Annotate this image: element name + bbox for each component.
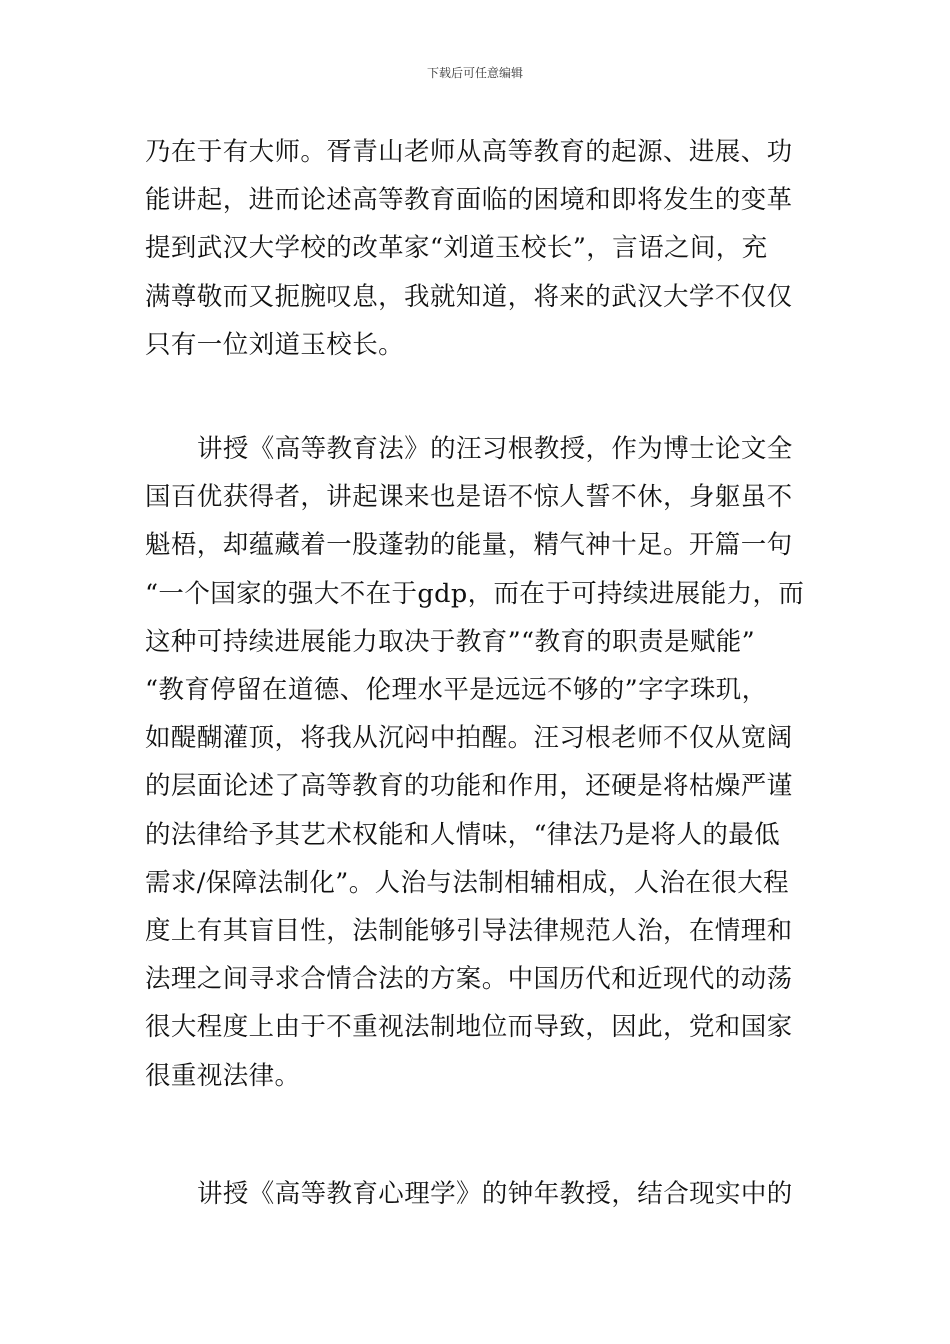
paragraph-3	[145, 1170, 810, 1218]
text-line: 如醍醐灌顶，将我从沉闷中拍醒。汪习根老师不仅从宽阔	[145, 723, 793, 754]
text-line: 法理之间寻求合情合法的方案。中国历代和近现代的动荡	[145, 964, 793, 995]
text-line: 乃在于有大师。胥青山老师从高等教育的起源、进展、功	[145, 137, 793, 167]
paragraph-1	[145, 128, 810, 369]
text-line: 满尊敬而又扼腕叹息，我就知道，将来的武汉大学不仅仅	[145, 281, 793, 312]
text-line: 能讲起，进而论述高等教育面临的困境和即将发生的变革	[145, 185, 793, 216]
text-line: “一个国家的强大不在于gdp，而在于可持续进展能力，而	[145, 578, 805, 609]
text-line: 讲授《高等教育法》的汪习根教授，作为博士论文全	[197, 434, 793, 464]
text-line: 讲授《高等教育心理学》的钟年教授，结合现实中的	[197, 1179, 793, 1209]
paragraph-2	[145, 425, 810, 1100]
text-line: 度上有其盲目性，法制能够引导法律规范人治，在情理和	[145, 916, 793, 947]
text-line: 只有一位刘道玉校长。	[145, 329, 405, 360]
text-line: 国百优获得者，讲起课来也是语不惊人誓不休，身躯虽不	[145, 482, 793, 513]
text-line: 魁梧，却蕴藏着一股蓬勃的能量，精气神十足。开篇一句	[145, 530, 793, 561]
page-header: 下载后可任意编辑	[426, 66, 523, 80]
text-line: 的法律给予其艺术权能和人情味，“律法乃是将人的最低	[145, 819, 781, 850]
text-line: “教育停留在道德、伦理水平是远远不够的”字字珠玑，	[145, 675, 768, 706]
text-line: 提到武汉大学校的改革家“刘道玉校长”，言语之间，充	[145, 233, 768, 264]
text-line: 很大程度上由于不重视法制地位而导致，因此，党和国家	[145, 1012, 793, 1043]
text-line: 这种可持续进展能力取决于教育”“教育的职责是赋能”	[145, 626, 756, 657]
text-line: 需求/保障法制化”。人治与法制相辅相成，人治在很大程	[145, 867, 790, 898]
text-line: 的层面论述了高等教育的功能和作用，还硬是将枯燥严谨	[145, 771, 793, 802]
text-line: 很重视法律。	[145, 1060, 301, 1091]
